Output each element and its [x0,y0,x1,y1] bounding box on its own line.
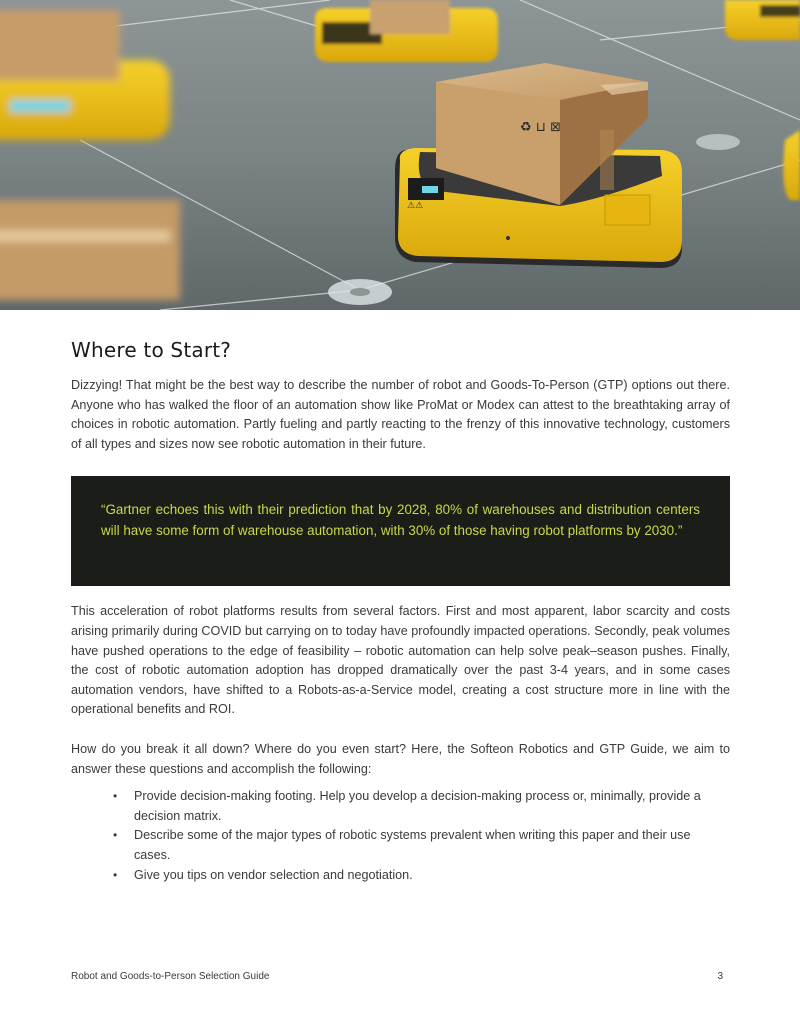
main-content [71,338,730,885]
list-item [113,826,730,865]
list-item-text: Describe some of the major types of robotic systems prevalent when writing this paper and their use cases. [134,828,691,862]
list-item-text: Give you tips on vendor selection and negotiation. [134,867,413,882]
intro-paragraph: Dizzying! That might be the best way to describe the number of robot and Goods-To-Person (GTP) options out there. Anyone who has walked the floor of an automation show like ProMat or Modex can attest to the breathtaking array of choices in robotic automation. Partly fueling and partly reacting to the frenzy of this innovative technology, customers of all types and sizes now see robotic automation in their future. [71,378,730,451]
page-footer [71,971,723,987]
list-item [113,866,730,886]
quote-text: “Gartner echoes this with their prediction that by 2028, 80% of warehouses and distribution centers will have some form of warehouse automation, with 30% of those having robot platforms by 2030.” [101,502,700,539]
bullet-icon: • [113,789,118,804]
bullet-icon: • [113,867,118,882]
factors-paragraph: This acceleration of robot platforms results from several factors. First and most apparent, labor scarcity and costs arising primarily during COVID but carrying on to today have profoundly impacted operations. Secondly, peak volumes have pushed operations to the edge of feasibility – robotic automation can help solve peak–season pushes. Finally, the cost of robotic automation adoption has dropped dramatically over the past 3-4 years, and in some cases automation vendors, have shifted to a Robots-as-a-Service model, creating a cost structure more in line with the operational benefits and ROI. [71,604,730,717]
list-item-text: Provide decision-making footing. Help you develop a decision-making process or, minimally, provide a decision matrix. [134,789,701,823]
svg-text:♻ ⊔ ⊠: ♻ ⊔ ⊠ [520,120,561,135]
bullet-icon: • [113,828,118,843]
list-item [113,787,730,826]
page-number: 3 [717,971,723,982]
approach-paragraph: How do you break it all down? Where do you even start? Here, the Softeon Robotics and GTP Guide, we aim to answer these questions and accomplish the following: [71,741,730,776]
page-title: Where to Start? [71,338,232,362]
footer-title: Robot and Goods-to-Person Selection Guide [71,971,270,982]
svg-text:⚠⚠: ⚠⚠ [407,201,424,211]
quote-callout [71,476,730,586]
hero-image [0,0,800,310]
goals-list [71,787,730,885]
